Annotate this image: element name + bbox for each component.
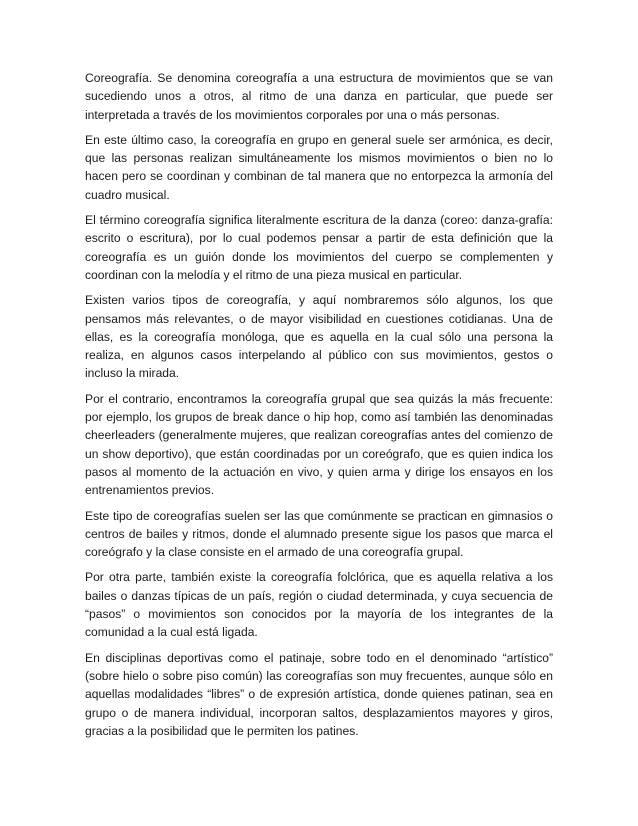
paragraph-monologue-choreography: Existen varios tipos de coreografía, y aquí nombraremos sólo algunos, los que pensamos más relevantes, o de mayor visibilidad en cuestiones cotidianas. Una de ellas, es la coreografía monóloga, que es aquella en la cual sólo una persona la realiza, en algunos casos interpelando al público con sus movimientos, gestos o incluso la mirada. (85, 293, 553, 381)
paragraph-folk-choreography: Por otra parte, también existe la coreografía folclórica, que es aquella relativa a los bailes o danzas típicas de un país, región o ciudad determinada, y cuya secuencia de “pasos” o movimientos son conocidos por la mayoría de los integrantes de la comunidad a la cual está ligada. (85, 570, 553, 640)
paragraph-group-choreography: En este último caso, la coreografía en grupo en general suele ser armónica, es decir, que las personas realizan simultáneamente los mismos movimientos o bien no lo hacen pero se coordinan y combinan de tal manera que no entorpezca la armonía del cuadro musical. (85, 132, 553, 202)
paragraph-term-meaning: El término coreografía significa literalmente escritura de la danza (coreo: danza-grafía: escrito o escritura), por lo cual podemos pensar a partir de esta definición que la coreografía es un guión donde los movimientos del cuerpo se complementen y coordinan con la melodía y el ritmo de una pieza musical en particular. (85, 213, 553, 282)
document-page (85, 69, 553, 747)
paragraph-gym-choreography: Este tipo de coreografías suelen ser las que comúnmente se practican en gimnasios o centros de bailes y ritmos, donde el alumnado presente sigue los pasos que marca el coreógrafo y la clase consiste en el armado de una coreografía grupal. (85, 508, 553, 560)
paragraph-definition: Coreografía. Se denomina coreografía a una estructura de movimientos que se van sucediendo unos a otros, al ritmo de una danza en particular, que puede ser interpretada a través de los movimientos corporales por una o más personas. (85, 71, 553, 122)
paragraph-group-examples: Por el contrario, encontramos la coreografía grupal que sea quizás la más frecuente: por ejemplo, los grupos de break dance o hip hop, como así también las denominadas cheerleaders (generalmente mujeres, que realizan coreografías antes del comienzo de un show deportivo), que están coordinadas por un coreógrafo, que es quien indica los pasos al momento de la actuación en vivo, y quien arma y dirige los ensayos en los entrenamientos previos. (85, 391, 553, 498)
paragraph-skating-choreography: En disciplinas deportivas como el patinaje, sobre todo en el denominado “artístico” (sobre hielo o sobre piso común) las coreografías son muy frecuentes, aunque sólo en aquellas modalidades “libres” o de expresión artística, donde quienes patinan, sea en grupo o de manera individual, incorporan saltos, desplazamientos mayores y giros, gracias a la posibilidad que le permiten los patines. (85, 650, 553, 738)
